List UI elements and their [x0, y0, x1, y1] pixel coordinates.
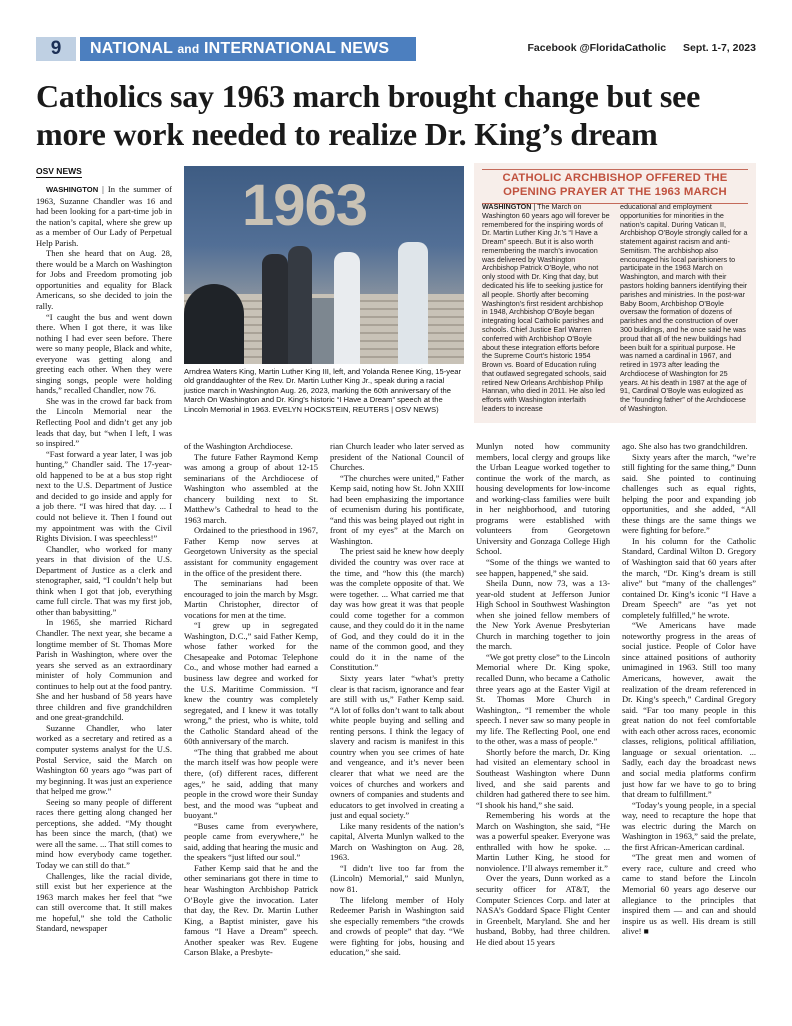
article-paragraph: “Today’s young people, in a special way, need to recapture the hope that was electric during the March on Washington in 1963,” said the prelate, the first African-American cardinal. [622, 799, 756, 852]
article-paragraph: Seeing so many people of different races there getting along changed her perceptions, she added. “My thought has been since the march, (that) we were all the same. ... That still comes to mind how everybody came together. Today we can still do that.” [36, 796, 172, 870]
article-paragraph: The seminarians had been encouraged to join the march by Msgr. Martin Christopher, director of vocations for men at the time. [184, 578, 318, 620]
sidebar-box [474, 163, 756, 423]
article-paragraph: “We Americans have made noteworthy progress in the areas of social justice. People of Color have since attained positions of authority unimagined in 1963. Still too many Americans, however, await the realization of the dream referenced in Dr. King’s speech,” Cardinal Gregory said. “Far too many people in this great nation do not feel comfortable with each other across races, economic classes, religions, political affiliation, language or sexual orientation. ... Sadly, each day the broadcast news and social media platforms confirm just how far we have to go to bring that dream to fulfillment.” [622, 620, 756, 800]
article-paragraph: The lifelong member of Holy Redeemer Parish in Washington said she especially remembers “the crowds and crowds of people” that day. “We were fighting for jobs, housing and education,” she said. [330, 894, 464, 958]
page-number: 9 [36, 37, 76, 61]
photo-person [334, 252, 360, 364]
sidebar-paragraph [482, 203, 610, 414]
photo-person [398, 242, 428, 364]
article-paragraph: “The great men and women of every race, culture and creed who came to stand before the Lincoln Memorial 60 years ago deserve our allegiance to the principles that inspired them — and can and should inspire us as well. His dream is still alive! ■ [622, 852, 756, 937]
sidebar-column-right [620, 203, 748, 414]
headline: Catholics say 1963 march brought change but see more work needed to realize Dr. King’s dream [36, 78, 701, 152]
social-handle: Facebook @FloridaCatholic [527, 42, 667, 54]
section-and: and [177, 42, 200, 56]
photo-foreground-figure [184, 284, 244, 364]
article-paragraph: In his column for the Catholic Standard, Cardinal Wilton D. Gregory of Washington said that 60 years after the march, “Dr. King’s dream is still alive” but “many of the challenges” contained Dr. King’s iconic “I Have a Dream Speech” are “as yet not completely fulfilled,” he wrote. [622, 535, 756, 620]
article-paragraph: Like many residents of the nation’s capital, Alverta Munlyn walked to the March on Washington on Aug. 28, 1963. [330, 820, 464, 863]
header-info [514, 42, 756, 54]
section-banner [80, 37, 416, 61]
sidebar-paragraph: educational and employment opportunities for minorities in the nation’s capital. During Vatican II, Archbishop O’Boyle strongly called for a statement against racism and anti-Semitism. The archbishop also encouraged his local parishioners to participate in the 1963 March on Washington, and march with their pastors holding banners identifying their parishes and ministries. In the post-war Baby Boom, Archbishop O’Boyle oversaw the formation of dozens of parishes and the construction of over 300 buildings, and he once said he was proud that all of the new buildings had been built for a spiritual purpose. He was named a cardinal in 1967, and retired in 1973 after leading the Archdiocese of Washington for 25 years. At his death in 1987 at the age of 91, Cardinal O’Boyle was eulogized as the “founding father” of the Archdiocese of Washington. [620, 202, 748, 413]
article-paragraph: ago. She also has two grandchildren. [622, 441, 748, 451]
article-paragraph: Sixty years later “what’s pretty clear is that racism, ignorance and fear are still with us,” Father Kemp said. “A lot of folks don’t want to talk about white people buying and selling and renting persons. I think the legacy of slavery and racism is manifest in this country when you see crimes of hate and vengeance, and it’s never been clearer that what we need are the voices of churches and workers and owners of companies and students and educators to get involved in creating a just and equal society.” [330, 673, 464, 821]
article-paragraph: Over the years, Dunn worked as a security officer for AT&T, the Computer Sciences Corp. and later at NASA’s Goddard Space Flight Center in Greenbelt, Maryland. She and her husband, Bobby, had three children. He died about 15 years [476, 873, 610, 947]
section-rest: INTERNATIONAL NEWS [199, 40, 390, 57]
photo-banner-text: 1963 [242, 173, 368, 238]
sidebar-dateline: WASHINGTON [482, 202, 532, 211]
article-paragraph: The future Father Raymond Kemp was among a group of about 12-15 seminarians of the Archdiocese of Washington who assembled at the chancery building next to St. Matthew’s Cathedral to head to the 1963 march. [184, 451, 318, 525]
article-paragraph: Sheila Dunn, now 73, was a 13-year-old student at Jefferson Junior High School in Southwest Washington when she joined fellow members of the New York Avenue Presbyterian Church in marching together to join the march. [476, 578, 610, 652]
article-paragraph: The priest said he knew how deeply divided the country was over race at the time, and “how this (the march) was the complete opposite of that. We were together. ... What carried me that day was how great it was that people could come together for a common cause, and they could do it in the name of God, and they could do it in the name of the common good, and they could do it in the name of the Constitution.” [330, 546, 464, 673]
section-main: NATIONAL [90, 40, 178, 57]
article-column-3 [330, 441, 464, 1009]
article-paragraph: Chandler, who worked for many years in that division of the U.S. Department of Justice as a clerk and stenographer, said, “I couldn’t help but think when I got that job, everything came full circle. That was my first job, other than babysitting.” [36, 543, 172, 617]
article-paragraph: of the Washington Archdiocese. [184, 441, 293, 451]
article-paragraph: Challenges, like the racial divide, still exist but her experience at the 1963 march makes her feel that “we can still overcome that. It still makes me hopeful,” she told the Catholic Standard, newspaper [36, 870, 172, 934]
article-column-2 [184, 441, 318, 1009]
article-paragraph: Then she heard that on Aug. 28, there would be a March on Washington for Jobs and Freedom promoting job opportunities and equality for Black Americans, so she decided to join the rally. [36, 248, 172, 312]
article-paragraph: Father Kemp said that he and the other seminarians got there in time to hear Washington Archbishop Patrick O’Boyle give the invocation. Later that day, the Rev. Dr. Martin Luther King, a Baptist minister, gave his famous “I Have a Dream” speech. Another speaker was Rev. Eugene Carson Blake, a Presbyte- [184, 862, 318, 958]
article-column-4 [476, 441, 610, 1009]
issue-date: Sept. 1-7, 2023 [683, 42, 756, 54]
article-paragraph: Shortly before the march, Dr. King had visited an elementary school in Southeast Washington where Dunn lived, and she said parents and children had gathered there to see him. “I shook his hand,” she said. [476, 746, 610, 810]
photo-caption: Arndrea Waters King, Martin Luther King III, left, and Yolanda Renee King, 15-year old granddaughter of the Rev. Dr. Martin Luther King Jr., speak during a racial justice march in Washington Aug. 26, 2023, marking the 60th anniversary of the March On Washington and Dr. King’s historic “I Have a Dream” speech at the Lincoln Memorial in 1963. EVELYN HOCKSTEIN, REUTERS | OSV NEWS) [184, 367, 462, 414]
article-column-5 [622, 441, 756, 1009]
article-paragraph: “I caught the bus and went down there. When I got there, it was like nothing I had ever seen before. There were so many people, Black and white, everyone was getting along and greeting each other. When they were singing songs, people were holding hands,” recalled Chandler, now 76. [36, 311, 172, 396]
dateline: WASHINGTON [46, 185, 99, 194]
article-paragraph: Remembering his words at the March on Washington, she said, “He was a powerful speaker. Everyone was enthralled with how he spoke. ... Martin Luther King, he stood for nonviolence. I’ll always remember it.” [476, 810, 610, 873]
march-photo [184, 166, 464, 364]
article-paragraph: “I grew up in segregated Washington, D.C.,” said Father Kemp, whose father worked for the Chesapeake and Potomac Telephone Co., and whose mother had earned a business law degree and worked for the U.S. Maritime Commission. “I knew the country was completely segregated, and I knew it was totally wrong,” the priest, who is white, told the Catholic Standard ahead of the 60th anniversary of the march. [184, 620, 318, 747]
article-column-1 [36, 184, 172, 1009]
article-paragraph: “Fast forward a year later, I was job hunting,” Chandler said. The 17-year-old happened to be at a bus stop right next to the U.S. Department of Justice and decided to go inside and apply for a job there. “I was hired that day. ... I could not believe it. Then I found out my appointment was with the Civil Rights Division. I was speechless!” [36, 448, 172, 544]
sidebar-title: CATHOLIC ARCHBISHOP OFFERED THE OPENING PRAYER AT THE 1963 MARCH [482, 169, 748, 204]
article-paragraph: In 1965, she married Richard Chandler. The next year, she became a longtime member of St. Thomas More Parish in Washington, where over the years she served as an extraordinary minister of holy Communion and continues to help out at the food pantry. She and her husband of 58 years have three children and five grandchildren and one great-grandchild. [36, 617, 172, 723]
article-paragraph: “We got pretty close” to the Lincoln Memorial where Dr. King spoke, recalled Dunn, who became a Catholic three years ago at the Easter Vigil at St. Thomas More Church in Washington,. “I remember the whole speech. I never saw so many people in my life. The Reflecting Pool, one end to the other, was a mass of people.” [476, 651, 610, 747]
article-paragraph: “I didn’t live too far from the (Lincoln) Memorial,” said Munlyn, now 81. [330, 862, 464, 894]
sidebar-column-left [482, 203, 610, 414]
article-lead-paragraph [36, 184, 172, 248]
article-paragraph: Sixty years after the march, “we’re still fighting for the same thing,” Dunn said. She pointed to continuing challenges such as equal rights, helping the poor and expanding job opportunities, and she added, “All these things are the same things we were fighting for before.” [622, 451, 756, 536]
article-paragraph: “The thing that grabbed me about the march itself was how people were there, (of) different races, different ages,” he said, adding that many people in the crowd wore their Sunday best, and the mood was “upbeat and buoyant.” [184, 746, 318, 821]
article-paragraph: Suzanne Chandler, who later worked as a secretary and retired as a computer systems analyst for the U.S. Postal Service, said the March on Washington 60 years ago “was part of my beginning. It was just an experience that helped me grow.” [36, 722, 172, 797]
article-paragraph: “Some of the things we wanted to see happen, happened,” she said. [476, 557, 610, 578]
photo-person [262, 254, 288, 364]
photo-person [288, 246, 312, 364]
sidebar-text: | The March on Washington 60 years ago will forever be remembered for the inspiring words of Dr. Martin Luther King Jr.’s “I Have a Dream” speech. But it is also worth remembering the march’s invocation was delivered by Washington Archbishop Patrick O’Boyle, who not only stood with Dr. King that day, but dedicated his life to seeking justice for all people. Shortly after becoming Washington’s first resident archbishop in 1948, Archbishop O’Boyle began integrating local Catholic parishes and schools. Chief Justice Earl Warren conferred with Archbishop O’Boyle about these integration efforts before the Supreme Court’s historic 1954 Brown vs. Board of Education ruling that outlawed segregated schools, said retired New Orleans Archbishop Philip Hannan, who died in 2011. He also led efforts with Washington interfaith leaders to increase [482, 202, 610, 413]
paragraph-text: | In the summer of 1963, Suzanne Chandler was 16 and had been looking for a part-time job in the nation’s capital, where she grew up as a member of Our Lady of Perpetual Help Parish. [36, 184, 172, 248]
article-paragraph: Ordained to the priesthood in 1967, Father Kemp now serves at Georgetown University as the special assistant for community engagement in the office of the president there. [184, 525, 318, 578]
article-paragraph: “The churches were united,” Father Kemp said, noting how St. John XXIII had been emphasizing the importance of ecumenism during his pontificate, “and this was being played out right in front of my eyes” at the March on Washington. [330, 472, 464, 546]
byline: OSV NEWS [36, 166, 82, 176]
article-paragraph: She was in the crowd far back from the Lincoln Memorial near the Reflecting Pool and didn’t get any job leads that day, but “when I left, I was so inspired.” [36, 395, 172, 449]
article-paragraph: rian Church leader who later served as president of the National Council of Churches. [330, 441, 464, 473]
article-paragraph: “Buses came from everywhere, people came from everywhere,” he said, adding that hearing the music and the speakers “just lifted our soul.” [184, 820, 318, 863]
article-paragraph: Munlyn noted how community members, local clergy and groups like the Urban League worked together to continue the work of the march, as housing developments for low-income and working-class families were built in her neighborhood, and tutoring programs were established with volunteers from Georgetown University and Gonzaga College High School. [476, 441, 610, 557]
